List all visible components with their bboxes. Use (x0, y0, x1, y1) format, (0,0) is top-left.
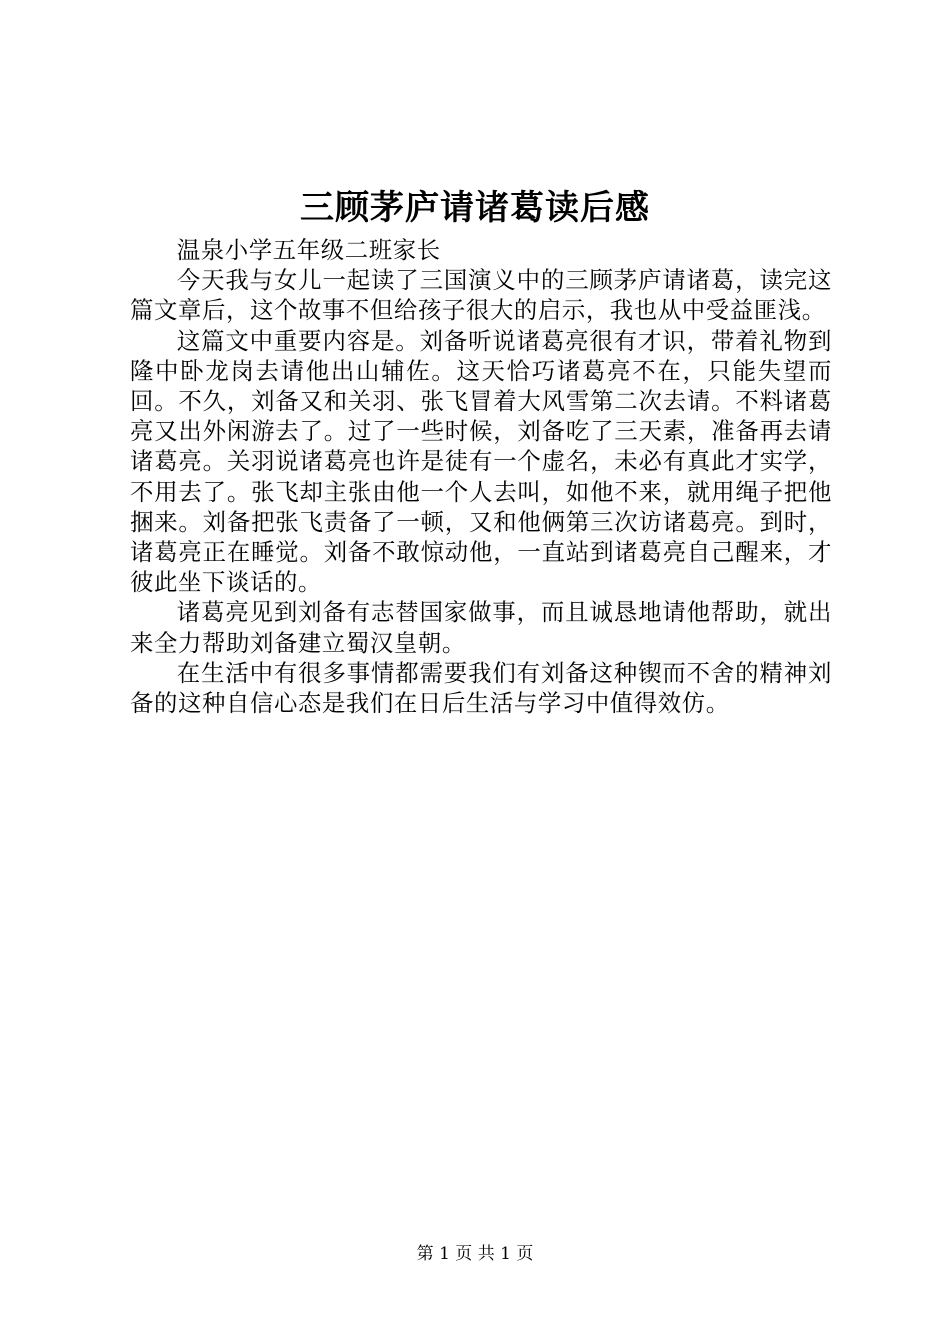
paragraph-1: 今天我与女儿一起读了三国演义中的三顾茅庐请诸葛，读完这篇文章后，这个故事不但给孩子很大的启示，我也从中受益匪浅。 (130, 266, 832, 325)
paragraph-3: 诸葛亮见到刘备有志替国家做事，而且诚恳地请他帮助，就出来全力帮助刘备建立蜀汉皇朝。 (130, 598, 832, 657)
document-body (130, 235, 832, 718)
paragraph-2: 这篇文中重要内容是。刘备听说诸葛亮很有才识，带着礼物到隆中卧龙岗去请他出山辅佐。这天恰巧诸葛亮不在，只能失望而回。不久，刘备又和关羽、张飞冒着大风雪第二次去请。不料诸葛亮又出外闲游去了。过了一些时候，刘备吃了三天素，准备再去请诸葛亮。关羽说诸葛亮也许是徒有一个虚名，未必有真此才实学，不用去了。张飞却主张由他一个人去叫，如他不来，就用绳子把他捆来。刘备把张飞责备了一顿，又和他俩第三次访诸葛亮。到时，诸葛亮正在睡觉。刘备不敢惊动他，一直站到诸葛亮自己醒来，才彼此坐下谈话的。 (130, 326, 832, 597)
author-line: 温泉小学五年级二班家长 (176, 236, 441, 264)
document-title: 三顾茅庐请诸葛读后感 (300, 188, 650, 228)
page-footer: 第 1 页 共 1 页 (416, 1244, 534, 1264)
paragraph-4: 在生活中有很多事情都需要我们有刘备这种锲而不舍的精神刘备的这种自信心态是我们在日后生活与学习中值得效仿。 (130, 658, 832, 718)
